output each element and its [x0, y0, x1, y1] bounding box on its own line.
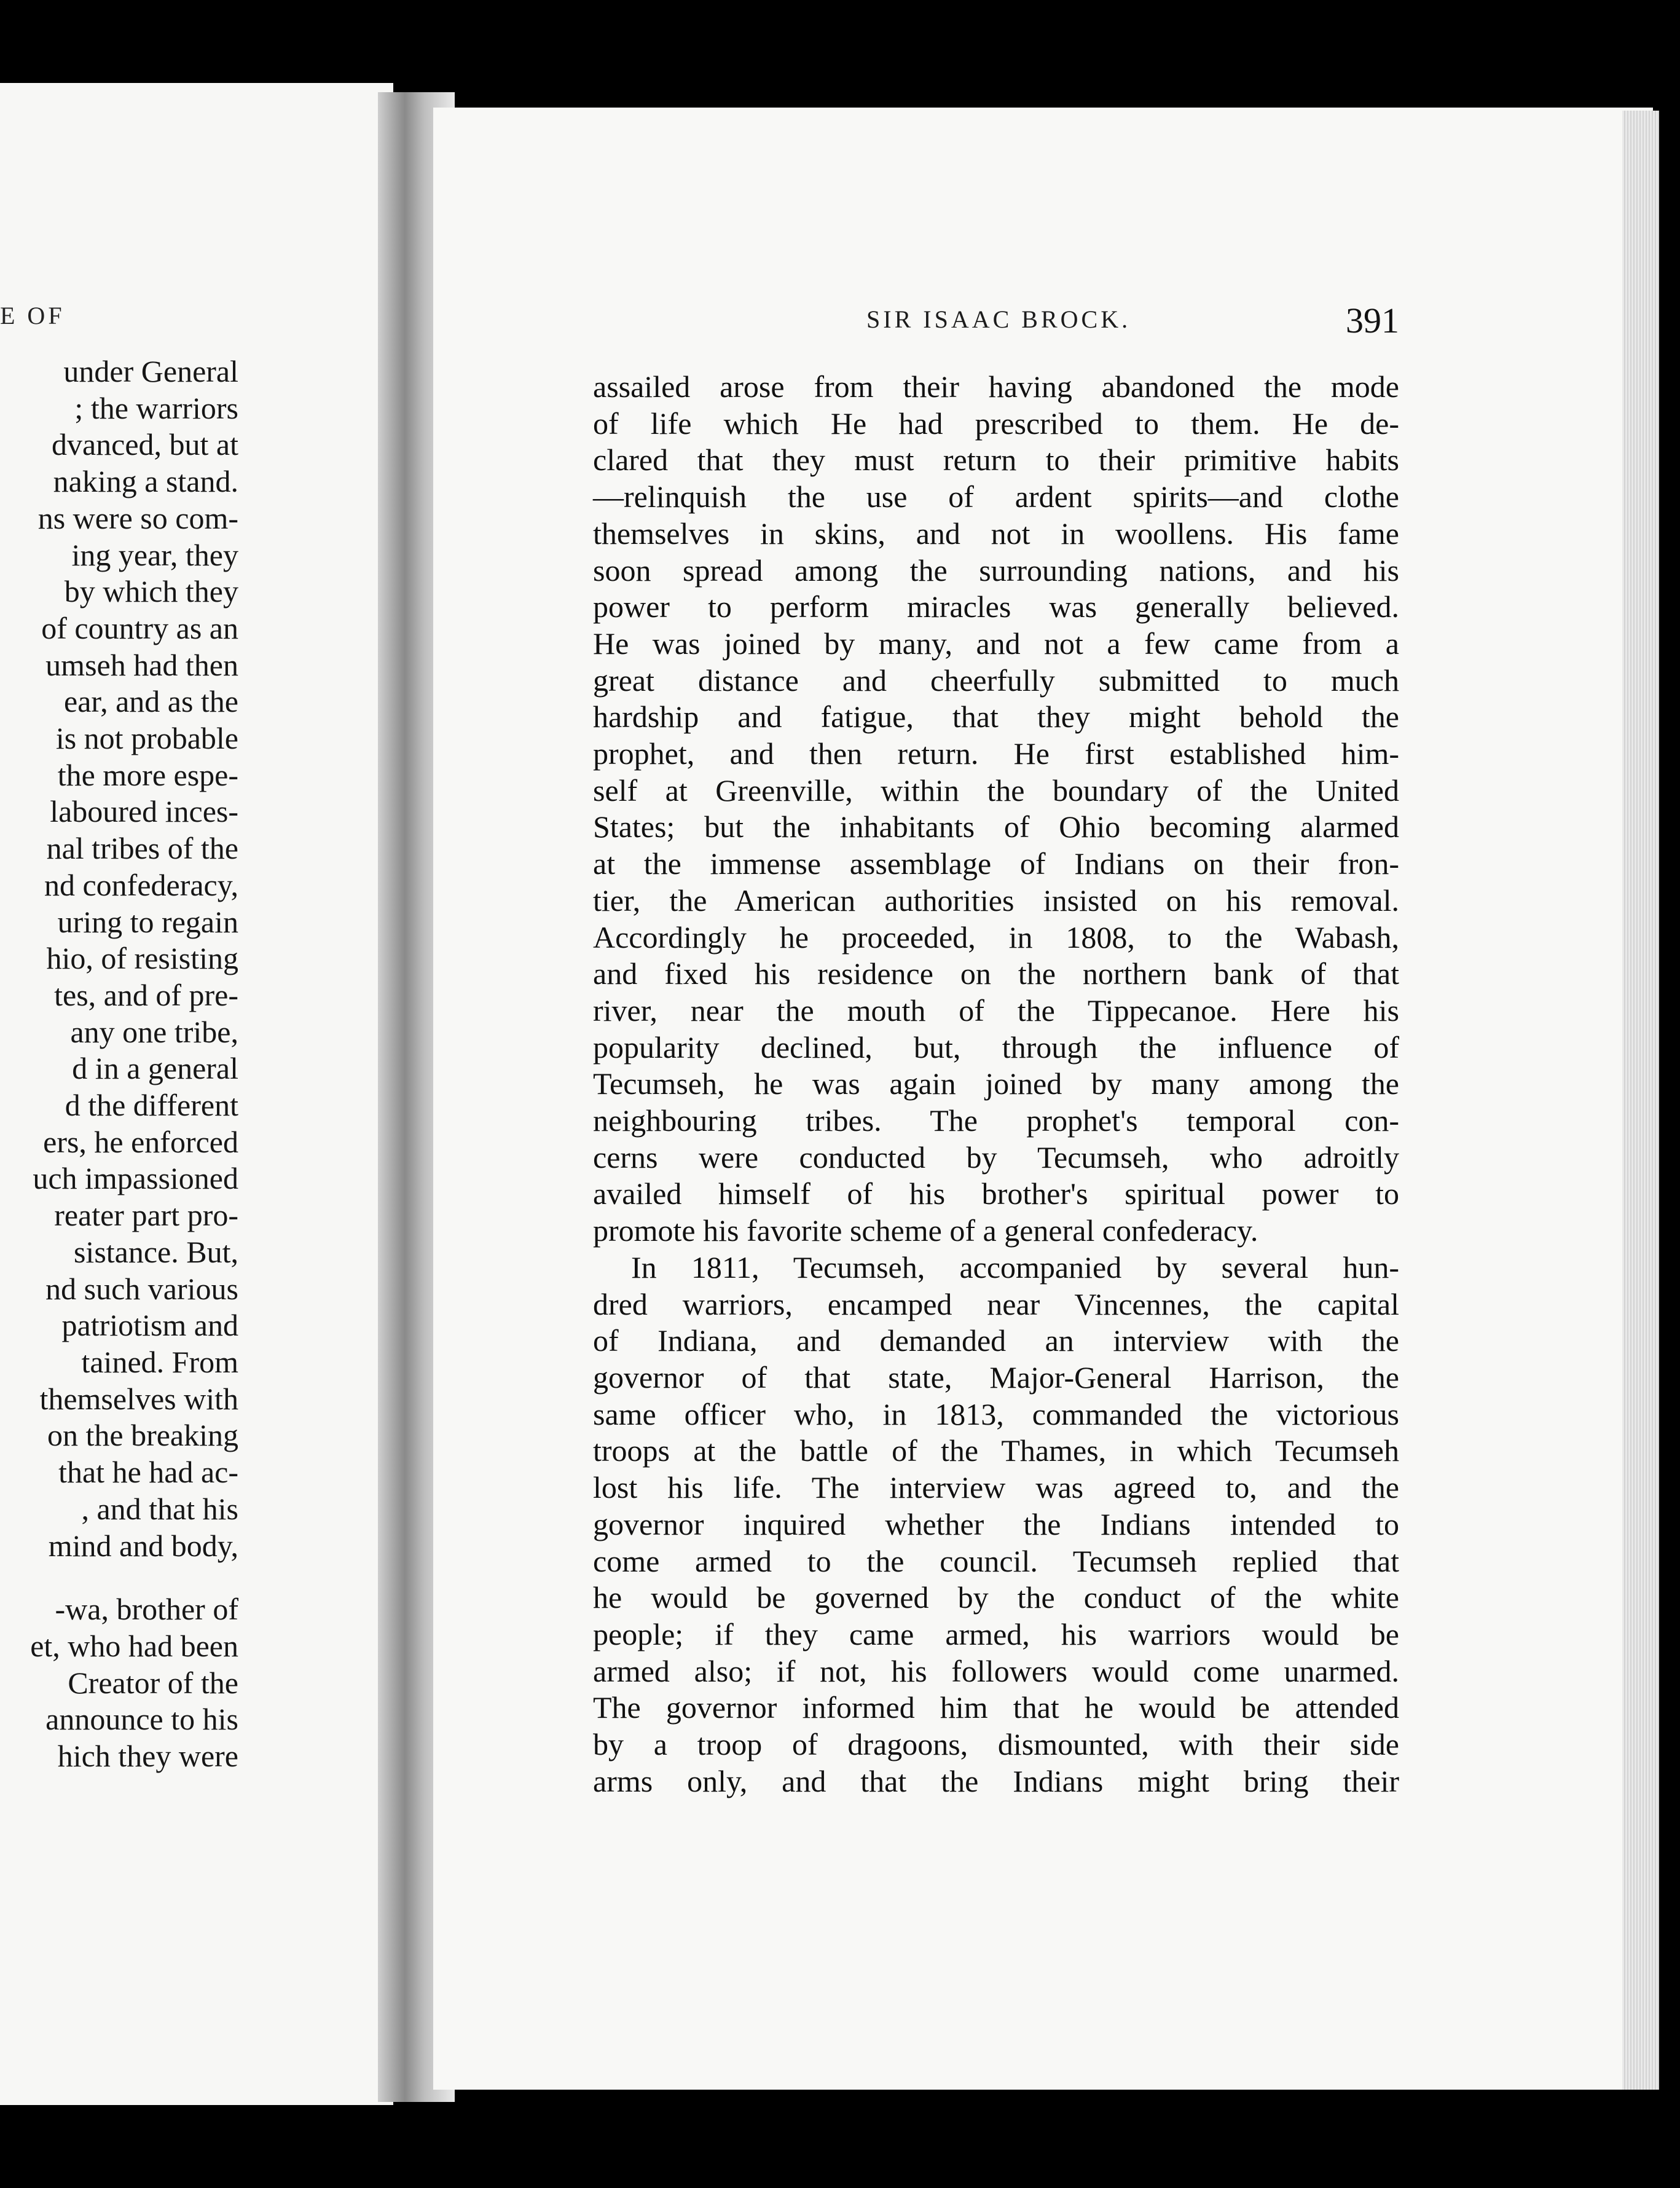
text-line: that he had ac-: [58, 1455, 238, 1490]
text-line: lost his life. The interview was agreed to, and the: [593, 1470, 1399, 1505]
text-line: He was joined by many, and not a few came from a: [593, 626, 1399, 661]
text-line: the more espe-: [57, 757, 238, 792]
text-line: announce to his: [45, 1702, 238, 1737]
text-line: Creator of the: [68, 1665, 238, 1700]
text-line: arms only, and that the Indians might bring their: [593, 1763, 1399, 1798]
text-line: and fixed his residence on the northern bank of that: [593, 956, 1399, 991]
text-line: ; the warriors: [74, 390, 238, 425]
left-page: [0, 83, 393, 2105]
paragraph-break: [0, 1564, 238, 1591]
running-head: SIR ISAAC BROCK.: [866, 305, 1131, 333]
text-line: same officer who, in 1813, commanded the victorious: [593, 1396, 1399, 1431]
text-line: d the different: [65, 1088, 238, 1123]
text-line: d in a general: [72, 1051, 238, 1086]
text-line: nd confederacy,: [44, 867, 238, 902]
text-line: tained. From: [81, 1344, 238, 1379]
page-edges: [1622, 111, 1659, 2090]
text-line: tier, the American authorities insisted on his removal.: [593, 883, 1399, 918]
text-line: themselves in skins, and not in woollens. His fame: [593, 516, 1399, 551]
text-line: et, who had been: [30, 1628, 238, 1663]
text-line: neighbouring tribes. The prophet's temporal con-: [593, 1103, 1399, 1138]
text-line: he would be governed by the conduct of the white: [593, 1580, 1399, 1615]
text-line: ers, he enforced: [43, 1124, 238, 1159]
text-line: ing year, they: [71, 537, 238, 572]
left-running-head: E OF: [0, 302, 65, 329]
text-line: ns were so com-: [37, 500, 238, 535]
text-line: at the immense assemblage of Indians on their fron-: [593, 846, 1399, 881]
text-line: is not probable: [55, 721, 238, 756]
text-line: by which they: [64, 574, 238, 609]
text-line: any one tribe,: [70, 1014, 238, 1049]
text-line: availed himself of his brother's spiritual power to: [593, 1176, 1399, 1211]
text-line: of Indiana, and demanded an interview with the: [593, 1323, 1399, 1358]
text-line: tes, and of pre-: [54, 977, 238, 1012]
text-line: reater part pro-: [54, 1198, 238, 1233]
text-line: mind and body,: [48, 1528, 238, 1563]
text-line: Tecumseh, he was again joined by many among the: [593, 1066, 1399, 1101]
left-page-text: [0, 353, 238, 1775]
text-line: popularity declined, but, through the influence of: [593, 1029, 1399, 1064]
text-line: ear, and as the: [64, 684, 238, 719]
text-line: governor of that state, Major-General Harrison, the: [593, 1360, 1399, 1395]
text-line: , and that his: [81, 1491, 238, 1526]
text-line: governor inquired whether the Indians intended to: [593, 1506, 1399, 1541]
text-line: themselves with: [39, 1381, 238, 1416]
text-line: great distance and cheerfully submitted to much: [593, 663, 1399, 698]
text-line: patriotism and: [61, 1308, 238, 1343]
text-line: Accordingly he proceeded, in 1808, to the Wabash,: [593, 919, 1399, 954]
text-line: -wa, brother of: [55, 1592, 238, 1627]
text-line: hardship and fatigue, that they might behold the: [593, 699, 1399, 734]
text-line: of country as an: [41, 610, 238, 645]
text-line: troops at the battle of the Thames, in which Tecumseh: [593, 1433, 1399, 1468]
text-line: laboured inces-: [50, 794, 238, 829]
text-line: armed also; if not, his followers would come unarmed.: [593, 1653, 1399, 1688]
text-line: promote his favorite scheme of a general confederacy.: [593, 1213, 1258, 1248]
text-line: come armed to the council. Tecumseh replied that: [593, 1543, 1399, 1578]
text-line: uring to regain: [57, 904, 238, 939]
text-line: people; if they came armed, his warriors would be: [593, 1616, 1399, 1651]
text-line: States; but the inhabitants of Ohio becoming alarmed: [593, 809, 1399, 844]
text-line: on the breaking: [47, 1418, 238, 1453]
text-line: self at Greenville, within the boundary of the United: [593, 773, 1399, 808]
text-line: nal tribes of the: [46, 831, 238, 866]
text-line: nd such various: [45, 1271, 238, 1306]
text-line: naking a stand.: [53, 464, 238, 499]
text-line: uch impassioned: [33, 1161, 238, 1196]
text-line: dred warriors, encamped near Vincennes, the capital: [593, 1286, 1399, 1321]
text-line: cerns were conducted by Tecumseh, who adroitly: [593, 1139, 1399, 1175]
text-line: The governor informed him that he would be attended: [593, 1690, 1399, 1725]
text-line: under General: [63, 354, 238, 388]
text-line: hich they were: [57, 1739, 238, 1774]
text-line: prophet, and then return. He first established him-: [593, 736, 1399, 771]
text-line: umseh had then: [45, 647, 238, 682]
text-line: clared that they must return to their primitive habits: [593, 443, 1399, 478]
text-line: hio, of resisting: [46, 941, 238, 976]
text-line: —relinquish the use of ardent spirits—and clothe: [593, 479, 1399, 514]
body-text: [593, 369, 1399, 1800]
text-line: soon spread among the surrounding nations, and his: [593, 553, 1399, 588]
text-line: sistance. But,: [73, 1234, 238, 1269]
page-number: 391: [1346, 301, 1399, 340]
text-line: In 1811, Tecumseh, accompanied by several hun-: [631, 1249, 1399, 1285]
text-line: by a troop of dragoons, dismounted, with their side: [593, 1727, 1399, 1762]
text-line: power to perform miracles was generally believed.: [593, 589, 1399, 624]
text-line: river, near the mouth of the Tippecanoe. Here his: [593, 993, 1399, 1028]
text-line: dvanced, but at: [51, 427, 238, 462]
text-line: assailed arose from their having abandoned the mode: [593, 369, 1399, 404]
text-line: of life which He had prescribed to them. He de-: [593, 406, 1399, 441]
